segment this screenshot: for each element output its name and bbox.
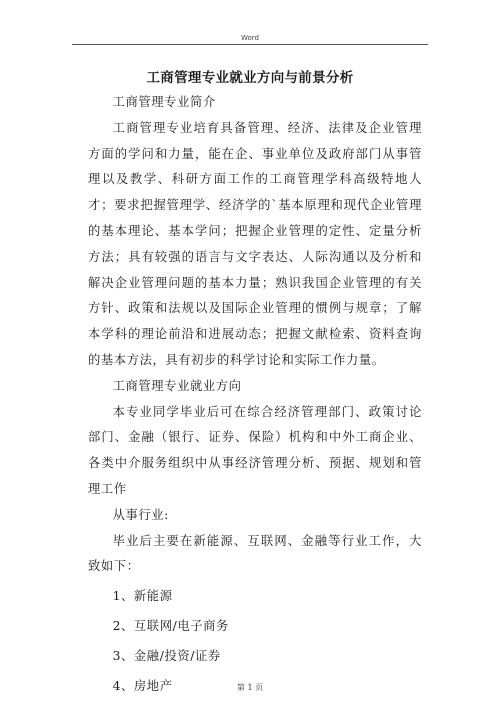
- list-item: 3、金融/投资/证券: [112, 648, 221, 663]
- section-heading-career: 工商管理专业就业方向: [112, 378, 242, 393]
- document-header-label: Word: [241, 34, 259, 42]
- page-number: 第 1 页: [236, 683, 264, 692]
- list-item: 4、房地产: [112, 678, 173, 693]
- document-title: 工商管理专业就业方向与前景分析: [146, 70, 354, 86]
- list-item: 1、新能源: [112, 589, 173, 604]
- list-item: 2、互联网/电子商务: [112, 618, 229, 633]
- section-heading-intro: 工商管理专业简介: [112, 95, 216, 109]
- header-divider: [72, 44, 428, 45]
- document-body: [88, 90, 422, 699]
- section-heading-industry: 从事行业:: [112, 507, 169, 522]
- paragraph-intro-body: 工商管理专业培育具备管理、经济、法律及企业管理方面的学问和力量，能在企、事业单位及政府部门从事管理以及教学、科研方面工作的工商管理学科高级特地人才；要求把握管理学、经济学的`基本原理和现代企业管理的基本理论、基本学问；把握企业管理的定性、定量分析方法；具有较强的语言与文字表达、人际沟通以及分析和解决企业管理问题的基本力量；熟识我国企业管理的有关方针、政策和法规以及国际企业管理的惯例与规章；了解本学科的理论前沿和进展动态；把握文献检索、资料查询的基本方法，具有初步的科学讨论和实际工作力量。: [88, 120, 422, 367]
- paragraph-industry-body: 毕业后主要在新能源、互联网、金融等行业工作，大致如下：: [88, 533, 422, 574]
- paragraph-career-body: 本专业同学毕业后可在综合经济管理部门、政策讨论部门、金融（银行、证券、保险）机构和中外工商企业、各类中介服务组织中从事经济管理分析、预据、规划和管理工作: [88, 404, 422, 496]
